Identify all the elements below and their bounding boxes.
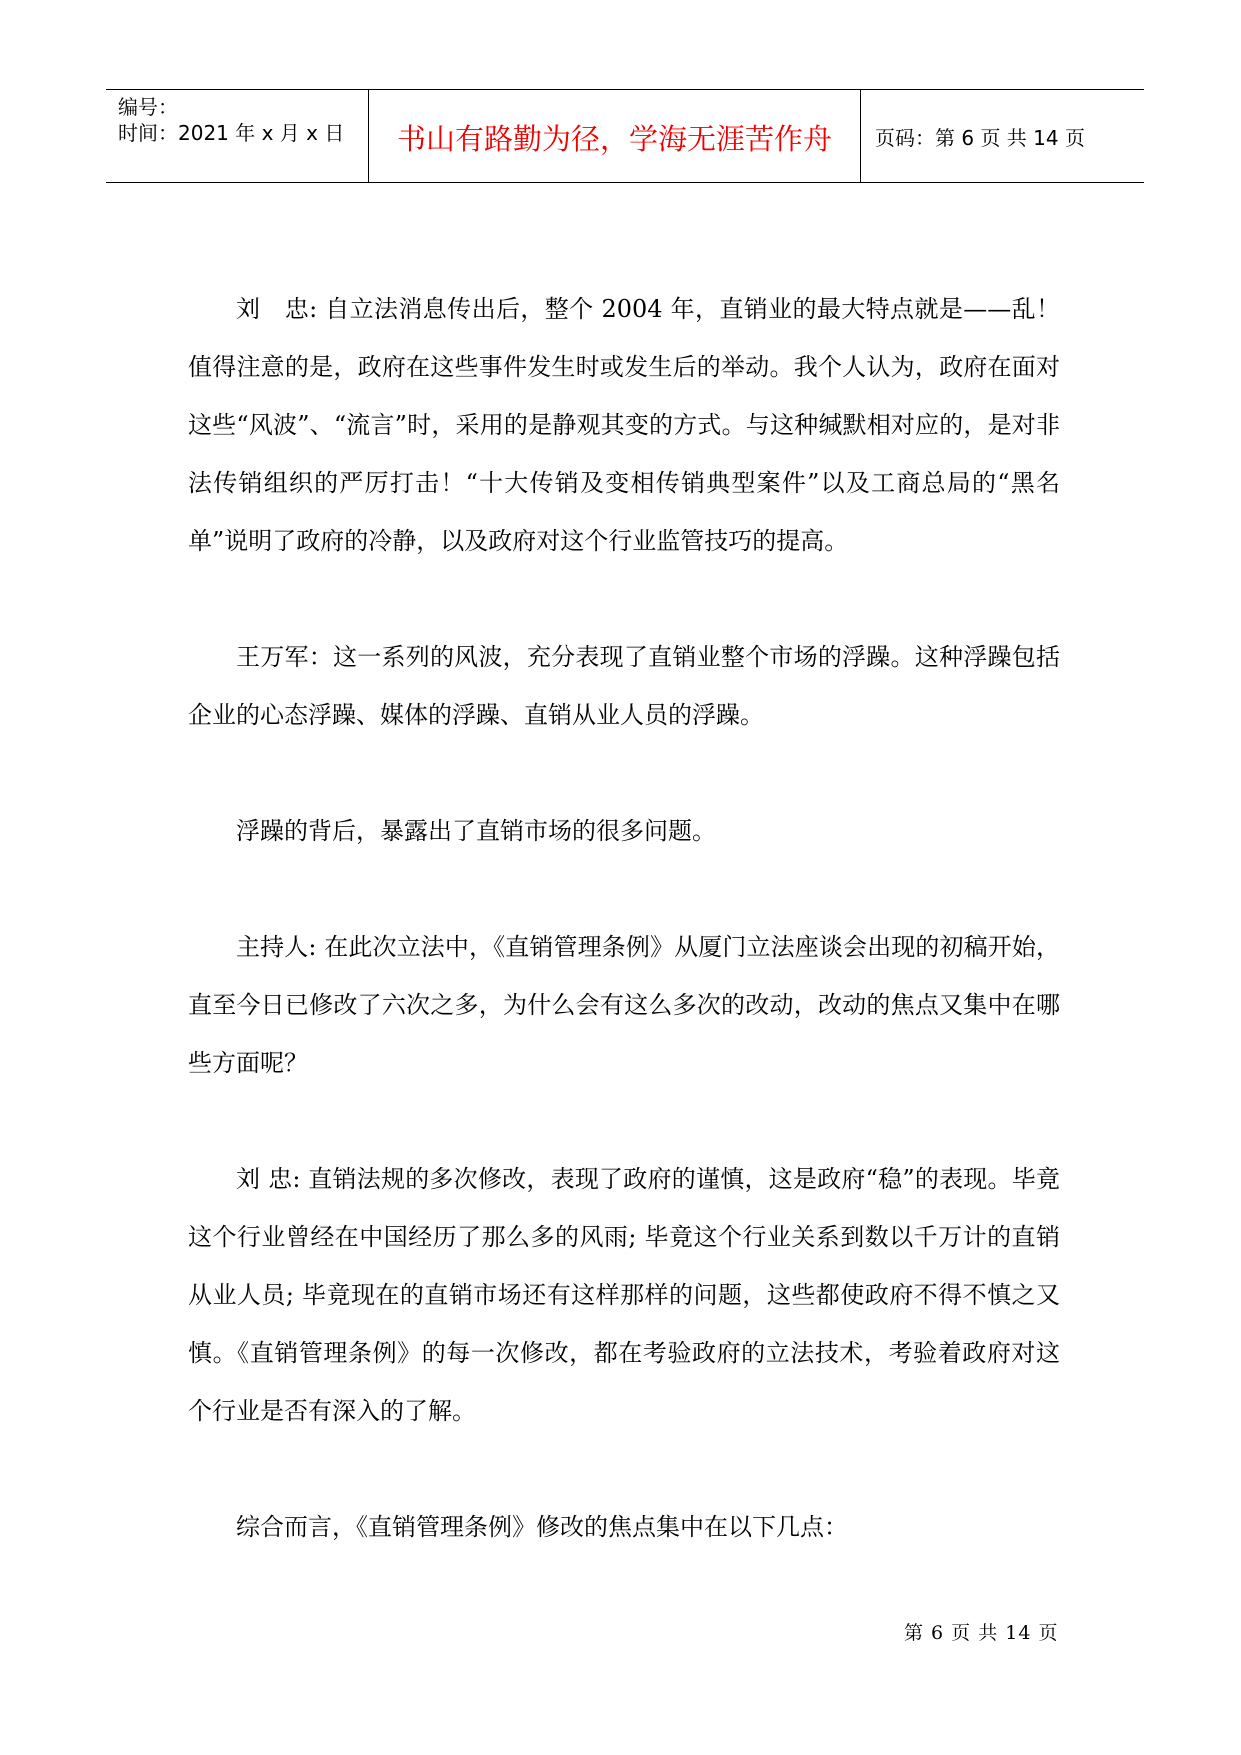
header-motto: 书山有路勤为径，学海无涯苦作舟 <box>396 121 832 156</box>
document-time-label: 时间：2021 年 x 月 x 日 <box>118 121 345 145</box>
header-page-info: 页码：第 6 页 共 14 页 <box>875 125 1085 150</box>
body-paragraph: 综合而言，《直销管理条例》修改的焦点集中在以下几点： <box>236 1513 848 1541</box>
page-footer: 第 6 页 共 14 页 <box>904 1622 1059 1644</box>
document-body <box>188 280 1060 1614</box>
body-paragraph: 刘 忠: 自立法消息传出后，整个 2004 年，直销业的最大特点就是——乱！值得注意的是，政府在这些事件发生时或发生后的举动。我个人认为，政府在面对这些“风波”、“流言”时，采用的是静观其变的方式。与这种缄默相对应的，是对非法传销组织的严厉打击！“十大传销及变相传销典型案件”以及工商总局的“黑名单”说明了政府的冷静，以及政府对这个行业监管技巧的提高。 <box>188 295 1060 555</box>
body-paragraph: 刘 忠: 直销法规的多次修改，表现了政府的谨慎，这是政府“稳”的表现。毕竟这个行业曾经在中国经历了那么多的风雨; 毕竟这个行业关系到数以千万计的直销从业人员; 毕竟现在的直销市场还有这样那样的问题，这些都使政府不得不慎之又慎。《直销管理条例》的每一次修改，都在考验政府的立法技术，考验着政府对这个行业是否有深入的了解。 <box>188 1165 1060 1425</box>
page-header <box>106 89 1144 183</box>
header-meta-cell <box>106 90 369 182</box>
body-paragraph: 主持人: 在此次立法中，《直销管理条例》从厦门立法座谈会出现的初稿开始，直至今日已修改了六次之多，为什么会有这么多次的改动，改动的焦点又集中在哪些方面呢？ <box>188 933 1060 1077</box>
header-page-cell <box>861 90 1144 182</box>
header-motto-cell <box>369 90 861 182</box>
body-paragraph: 浮躁的背后，暴露出了直销市场的很多问题。 <box>236 817 716 845</box>
document-number-label: 编号： <box>118 95 178 119</box>
body-paragraph: 王万军：这一系列的风波，充分表现了直销业整个市场的浮躁。这种浮躁包括企业的心态浮躁、媒体的浮躁、直销从业人员的浮躁。 <box>188 643 1060 729</box>
